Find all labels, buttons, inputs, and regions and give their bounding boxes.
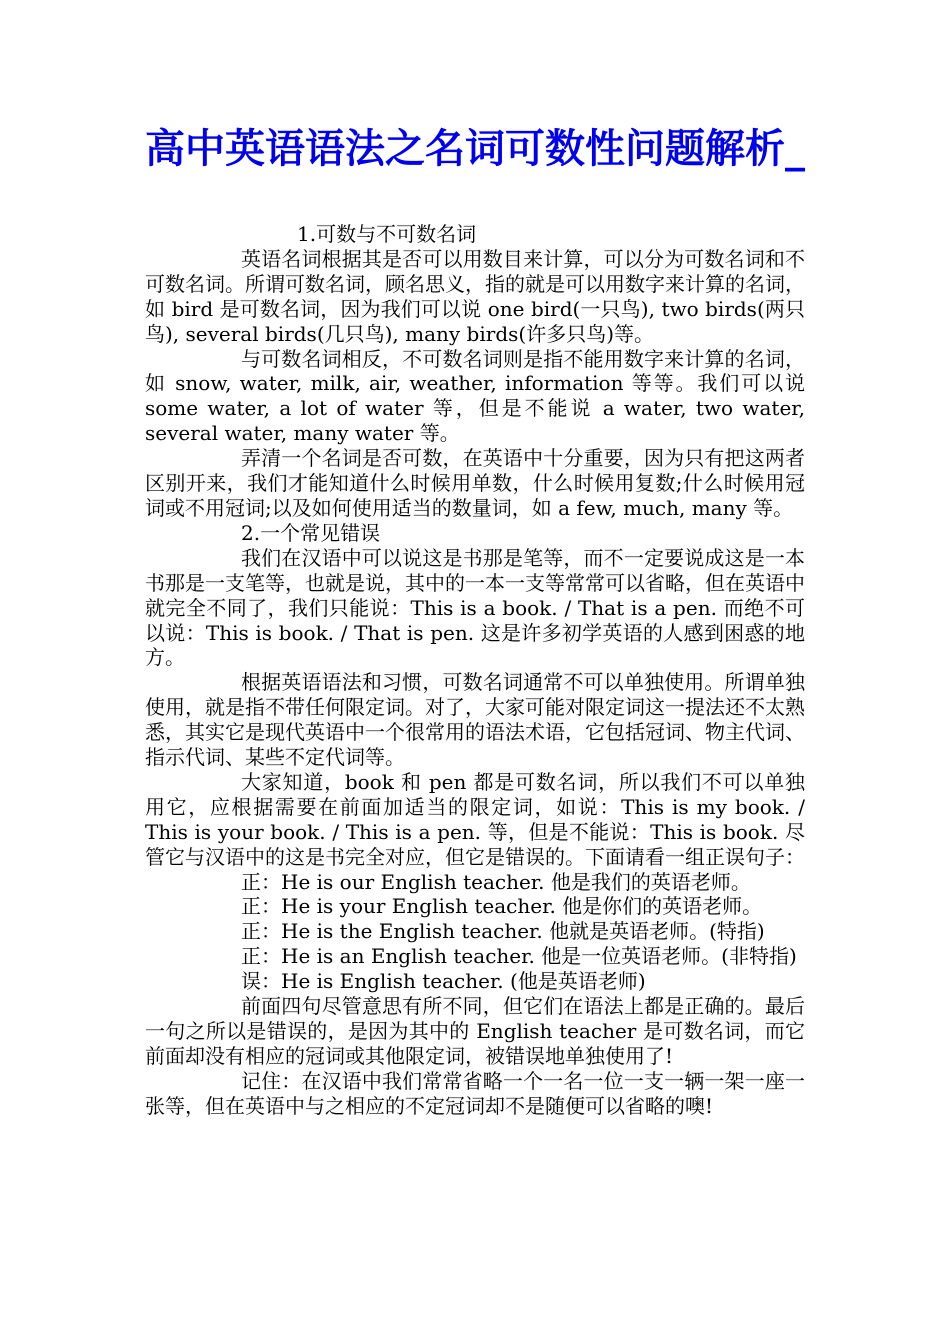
paragraph: 英语名词根据其是否可以用数目来计算，可以分为可数名词和不可数名词。所谓可数名词，顾名思义，指的就是可以用数字来计算的名词，如 bird 是可数名词，因为我们可以说 one bird(一只鸟), two birds(两只鸟), several birds(几只鸟), many birds(许多只鸟)等。 [145,246,805,346]
example-sentence: 正：He is an English teacher. 他是一位英语老师。(非特指) [241,944,797,969]
paragraph: 根据英语语法和习惯，可数名词通常不可以单独使用。所谓单独使用，就是指不带任何限定词。对了，大家可能对限定词这一提法还不太熟悉，其实它是现代英语中一个很常用的语法术语，它包括冠词、物主代词、指示代词、某些不定代词等。 [145,670,805,770]
section-heading: 1.可数与不可数名词 [297,222,477,246]
example-sentence: 误：He is English teacher. (他是英语老师) [241,969,646,994]
paragraph: 大家知道，book 和 pen 都是可数名词，所以我们不可以单独用它，应根据需要在前面加适当的限定词，如说：This is my book. / This is your book. / This is a pen. 等，但是不能说：This is book. 尽管它与汉语中的这是书完全对应，但它是错误的。下面请看一组正误句子： [145,769,805,869]
paragraph: 我们在汉语中可以说这是书那是笔等，而不一定要说成这是一本书那是一支笔等，也就是说，其中的一本一支等常常可以省略，但在英语中就完全不同了，我们只能说：This is a book. / That is a pen. 而绝不可以说：This is book. / That is pen. 这是许多初学英语的人感到困惑的地方。 [145,545,805,670]
example-sentence: 正：He is the English teacher. 他就是英语老师。(特指) [241,919,765,944]
document-body [145,222,805,1119]
paragraph: 前面四句尽管意思有所不同，但它们在语法上都是正确的。最后一句之所以是错误的，是因为其中的 English teacher 是可数名词，而它前面却没有相应的冠词或其他限定词，被错误地单独使用了! [145,994,805,1068]
paragraph: 弄清一个名词是否可数，在英语中十分重要，因为只有把这两者区别开来，我们才能知道什么时候用单数，什么时候用复数;什么时候用冠词或不用冠词;以及如何使用适当的数量词，如 a few, much, many 等。 [145,446,805,520]
paragraph: 与可数名词相反，不可数名词则是指不能用数字来计算的名词，如 snow, water, milk, air, weather, information 等等。我们可以说 some water, a lot of water 等，但是不能说 a water, two water, several water, many water 等。 [145,346,805,446]
section-heading: 2.一个常见错误 [241,520,381,545]
example-sentence: 正：He is your English teacher. 他是你们的英语老师。 [241,894,763,919]
page-title: 高中英语语法之名词可数性问题解析_ [145,125,805,172]
example-sentence: 正：He is our English teacher. 他是我们的英语老师。 [241,869,751,894]
paragraph: 记住：在汉语中我们常常省略一个一名一位一支一辆一架一座一张等，但在英语中与之相应的不定冠词却不是随便可以省略的噢! [145,1068,805,1118]
